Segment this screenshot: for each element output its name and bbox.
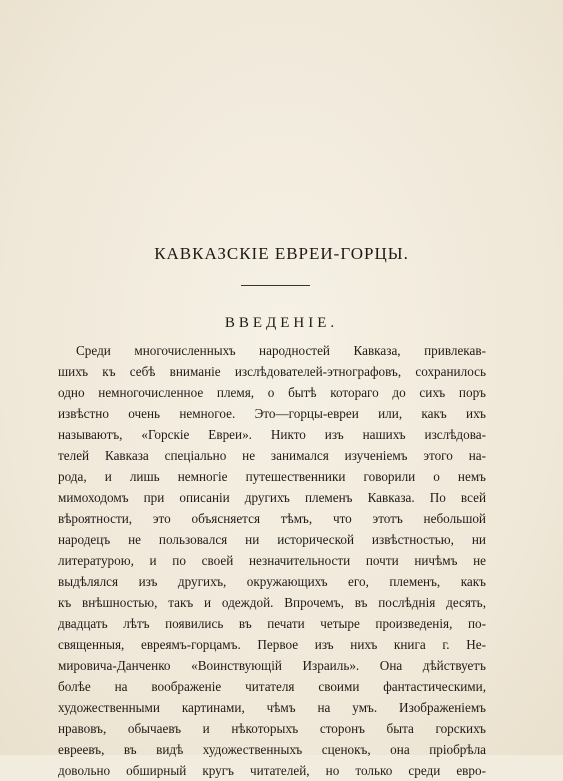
page-title: КАВКАЗСКIЕ ЕВРЕИ-ГОРЦЫ. [154, 244, 409, 263]
text-line: извѣстно очень немногое. Это—горцы-евреи или, какъ ихъ [58, 406, 486, 421]
title-divider [241, 285, 310, 286]
text-line: болѣе на воображенiе читателя своими фантастическими, [58, 679, 486, 694]
text-line: нравовъ, обычаевъ и нѣкоторыхъ сторонъ быта горскихъ [58, 721, 486, 736]
text-line: выдѣлялся изъ другихъ, окружающихъ его, племенъ, какъ [58, 574, 486, 589]
text-line: одно немногочисленное племя, о бытѣ котораго до сихъ поръ [58, 385, 486, 400]
text-line: двадцать лѣтъ появились въ печати четыре произведенiя, по- [58, 616, 486, 631]
text-line: къ внѣшностью, такъ и одеждой. Впрочемъ, въ послѣднiя десять, [58, 595, 486, 610]
text-line: евреевъ, въ видѣ художественныхъ сценокъ, она прiобрѣла [58, 742, 486, 757]
text-line: рода, и лишь немногiе путешественники говорили о немъ [58, 469, 486, 484]
text-line: Среди многочисленныхъ народностей Кавказа, привлекав- [76, 343, 486, 358]
text-line: художественными картинами, чѣмъ на умъ. Изображенiемъ [58, 700, 486, 715]
body-text [58, 340, 486, 781]
text-line: священныя, евреямъ-горцамъ. Первое изъ нихъ книга г. Не- [58, 637, 486, 652]
text-line: народецъ не пользовался ни исторической извѣстностью, ни [58, 532, 486, 547]
text-line: телей Кавказа спецiально не занимался изученiемъ этого на- [58, 448, 486, 463]
text-line: довольно обширный кругъ читателей, но только среди евро- [58, 763, 486, 778]
text-line: литературою, и по своей незначительности почти ничѣмъ не [58, 553, 486, 568]
text-line: называютъ, «Горскiе Евреи». Никто изъ нашихъ изслѣдова- [58, 427, 486, 442]
section-heading: ВВЕДЕНIЕ. [224, 315, 339, 331]
text-line: мировича-Данченко «Воинствующiй Израиль». Она дѣйствуетъ [58, 658, 486, 673]
text-line: шихъ къ себѣ вниманiе изслѣдователей-этнографовъ, сохранилось [58, 364, 486, 379]
text-line: вѣроятности, это объясняется тѣмъ, что этотъ небольшой [58, 511, 486, 526]
text-line: мимоходомъ при описанiи другихъ племенъ Кавказа. По всей [58, 490, 486, 505]
